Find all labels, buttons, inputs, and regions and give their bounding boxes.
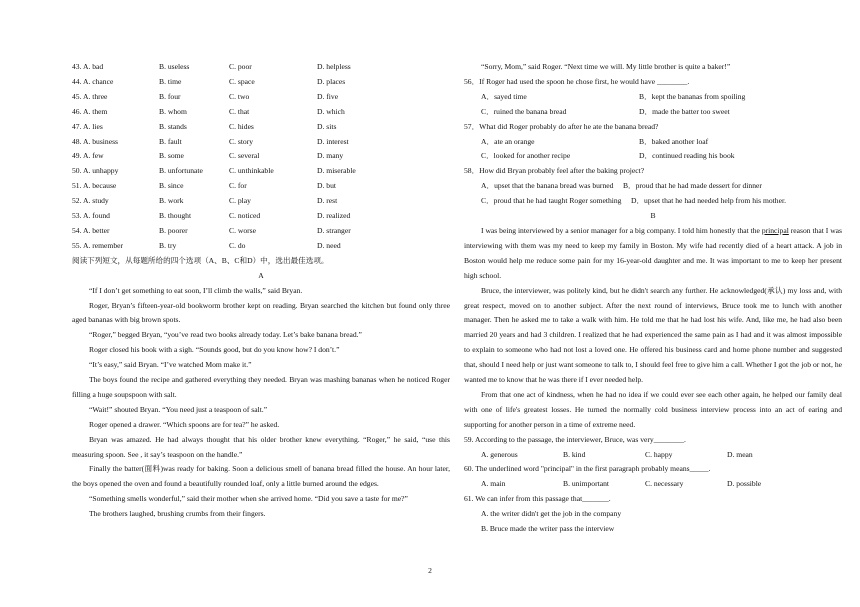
cloze-option-row: [72, 149, 450, 164]
cloze-option: D. many: [317, 151, 344, 161]
cloze-option: B. useless: [159, 62, 190, 71]
cloze-option: 45. A. three: [72, 91, 108, 101]
passage-b-paragraph-2: Bruce, the interviewer, was politely kind, but he didn't search any further. He acknowledged(承认) my loss and, with great respect, moved on to another subject. After the next round of interviews, Bruce took me to lunch with another manager. Then he asked me to take a walk with him. He told me that he had lost his wife. And, like me, he had also been married 20 years and had 3 children. I realized that he had experienced the same pain as I had and it was almost impossible to explain to someone who had not lost a loved one. He offered his business card and home phone number and suggested that, should I need help or just want someone to talk to, I should feel free to give him a call. Whether I got the job or not, he wanted me to know that he was there if I ever needed help.: [464, 285, 842, 385]
passage-a-paragraph: The brothers laughed, brushing crumbs from their fingers.: [89, 509, 266, 519]
q60-option-c: C. necessary: [645, 479, 684, 489]
cloze-option: B. since: [159, 181, 184, 191]
q61-option-b: B. Bruce made the writer pass the interview: [481, 524, 615, 534]
cloze-option: 49. A. few: [72, 151, 104, 161]
cloze-option: C. poor: [229, 62, 252, 71]
passage-b-paragraph-1: [464, 224, 842, 284]
passage-a-paragraph: “If I don’t get something to eat soon, I’ll climb the walls,” said Bryan.: [89, 285, 303, 295]
passage-b-p1-start: I was being interviewed by a senior manager for a big company. I told him honestly that the: [481, 225, 762, 235]
q59-option-c: C. happy: [645, 449, 673, 459]
passage-a-paragraph: “Roger,” begged Bryan, “you’ve read two books already today. Let’s bake banana bread.”: [89, 330, 362, 340]
cloze-option: 51. A. because: [72, 181, 117, 191]
cloze-option: 52. A. study: [72, 196, 109, 206]
cloze-option-row: [72, 135, 450, 150]
question-59: 59. According to the passage, the interviewer, Bruce, was very________.: [464, 434, 686, 444]
right-column: [464, 60, 842, 537]
passage-a-paragraph: Roger opened a drawer. “Which spoons are for tea?” he asked.: [89, 419, 280, 429]
q56-option-a: A．sayed time: [481, 91, 527, 101]
q56-option-c: C．ruined the banana bread: [481, 106, 567, 116]
cloze-option: C. unthinkable: [229, 166, 274, 176]
passage-a-paragraph: Roger, Bryan’s fifteen-year-old bookworm brother kept on reading. Bryan searched the kitchen but found only three aged bananas with big brown spots.: [72, 300, 450, 325]
page-number: 2: [428, 566, 432, 575]
q58-option-b: B．proud that he had made dessert for dinner: [622, 181, 762, 191]
passage-a: [72, 284, 450, 523]
q58-options-row1: [464, 179, 842, 194]
question-56: 56．If Roger had used the spoon he chose first, he would have ________.: [464, 76, 690, 86]
cloze-option-row: [72, 164, 450, 179]
passage-a-paragraph: Finally the batter(面料)was ready for baking. Soon a delicious smell of banana bread filled the house. An hour later, the boys opened the oven and found a beautifully rounded loaf, only a little burned around the edges.: [72, 464, 450, 489]
cloze-option: D. rest: [317, 196, 338, 206]
cloze-option: B. try: [159, 240, 177, 250]
cloze-option: 46. A. them: [72, 106, 108, 116]
cloze-option: B. poorer: [159, 225, 188, 235]
cloze-option: D. stranger: [317, 225, 351, 235]
cloze-option: B. work: [159, 196, 184, 206]
cloze-option: D. interest: [317, 136, 349, 146]
cloze-option-row: [72, 179, 450, 194]
cloze-option: D. sits: [317, 121, 337, 131]
cloze-option-row: [72, 90, 450, 105]
question-61: 61. We can infer from this passage that_______.: [464, 494, 611, 504]
reading-instructions: 阅读下列短文，从每题所给的四个选项（A、B、C和D）中，选出最佳选项。: [72, 255, 329, 265]
q56-option-b: B．kept the bananas from spoiling: [639, 91, 746, 101]
cloze-option: D. but: [317, 181, 336, 191]
passage-b-paragraph-3: From that one act of kindness, when he had no idea if we could ever see each other again, he helped our family deal with one of life's greatest losses. He turned the normally cold business interview process into an act of earing and supporting for another person in a time of extreme need.: [464, 389, 842, 429]
q56-options-row1: [464, 90, 842, 105]
cloze-option: C. worse: [229, 225, 256, 235]
q56-option-d: D．made the batter too sweet: [639, 106, 730, 116]
left-column: [72, 60, 450, 522]
cloze-option-row: [72, 75, 450, 90]
passage-b-label: B: [650, 211, 656, 221]
cloze-option: C. space: [229, 76, 255, 86]
q58-option-a: A．upset that the banana bread was burned: [481, 181, 614, 191]
q60-option-b: B. unimportant: [563, 479, 609, 489]
cloze-option: 43. A. bad: [72, 62, 104, 71]
cloze-option: 54. A. better: [72, 225, 110, 235]
cloze-option-row: [72, 105, 450, 120]
q59-option-a: A. generous: [481, 449, 518, 459]
cloze-option: C. noticed: [229, 211, 261, 221]
cloze-option-row: [72, 60, 450, 75]
cloze-option: C. several: [229, 151, 260, 161]
cloze-option: C. hides: [229, 121, 254, 131]
q57-option-a: A．ate an orange: [481, 136, 535, 146]
q59-option-b: B. kind: [563, 449, 586, 459]
passage-a-paragraph: “Wait!” shouted Bryan. “You need just a teaspoon of salt.”: [89, 404, 268, 414]
passage-b-p1-end: reason that I was interviewing with them was my need to keep my family in Boston. My wife had recently died of a heart attack. A job in Boston would help me reduce some pain for my 16-year-old daughter and me. It was important to me to keep her present high school.: [464, 225, 843, 280]
cloze-option: D. realized: [317, 211, 351, 221]
q58-option-d: D．upset that he had needed help from his mother.: [630, 196, 786, 206]
passage-a-paragraph: “Something smells wonderful,” said their mother when she arrived home. “Did you save a taste for me?”: [89, 494, 408, 504]
q60-option-d: D. possible: [727, 479, 762, 489]
cloze-option: B. unfortunate: [159, 166, 203, 176]
cloze-option: 47. A. lies: [72, 121, 103, 131]
q56-options-row2: [464, 105, 842, 120]
cloze-options-list: [72, 60, 450, 254]
cloze-option: D. miserable: [317, 166, 356, 176]
question-58: 58．How did Bryan probably feel after the baking project?: [464, 166, 645, 176]
q57-option-c: C．looked for another recipe: [481, 151, 571, 161]
passage-a-label: A: [258, 270, 264, 280]
cloze-option: C. do: [229, 240, 246, 250]
cloze-option-row: [72, 239, 450, 254]
q60-options: [464, 477, 842, 492]
underlined-word-principal: principal: [761, 225, 789, 235]
cloze-option: B. whom: [159, 106, 187, 116]
cloze-option: C. for: [229, 181, 247, 191]
question-57: 57．What did Roger probably do after he ate the banana bread?: [464, 121, 659, 131]
cloze-option: D. helpless: [317, 62, 351, 71]
q60-option-a: A. main: [481, 479, 506, 489]
cloze-option: B. time: [159, 76, 182, 86]
question-60: 60. The underlined word "principal" in the first paragraph probably means_____.: [464, 464, 711, 474]
cloze-option: B. some: [159, 151, 184, 161]
cloze-option: 48. A. business: [72, 136, 118, 146]
q57-options-row2: [464, 149, 842, 164]
cloze-option: C. story: [229, 136, 254, 146]
cloze-option: C. play: [229, 196, 251, 206]
cloze-option: 50. A. unhappy: [72, 166, 119, 176]
cloze-option-row: [72, 224, 450, 239]
cloze-option-row: [72, 194, 450, 209]
q59-options: [464, 448, 842, 463]
cloze-option: 55. A. remember: [72, 240, 124, 250]
cloze-option: B. stands: [159, 121, 187, 131]
cloze-option: 53. A. found: [72, 211, 110, 221]
q59-option-d: D. mean: [727, 449, 753, 459]
passage-a-paragraph: Bryan was amazed. He had always thought that his older brother knew everything. “Roger,” he said, “use this measuring spoon. See , it say’s teaspoon on the handle.”: [72, 434, 450, 459]
cloze-option: D. five: [317, 91, 339, 101]
cloze-option: C. that: [229, 106, 250, 116]
cloze-option-row: [72, 209, 450, 224]
cloze-option: C. two: [229, 91, 250, 101]
cloze-option: B. fault: [159, 136, 182, 146]
cloze-option: D. places: [317, 76, 346, 86]
q57-option-b: B．baked another loaf: [639, 136, 709, 146]
cloze-option: D. which: [317, 106, 345, 116]
q57-option-d: D．continued reading his book: [639, 151, 735, 161]
cloze-option: B. thought: [159, 211, 192, 221]
cloze-option: D. need: [317, 240, 341, 250]
passage-a-ending: “Sorry, Mom,” said Roger. “Next time we will. My little brother is quite a baker!”: [481, 62, 731, 71]
passage-a-paragraph: “It’s easy,” said Bryan. “I’ve watched Mom make it.”: [89, 360, 252, 370]
passage-a-paragraph: The boys found the recipe and gathered everything they needed. Bryan was mashing bananas when he noticed Roger filling a huge soupspoon with salt.: [72, 375, 450, 399]
passage-a-paragraph: Roger closed his book with a sigh. “Sounds good, but do you know how? I don’t.”: [89, 345, 340, 355]
cloze-option-row: [72, 120, 450, 135]
q58-option-c: C．proud that he had taught Roger something: [481, 196, 622, 206]
cloze-option: B. four: [159, 91, 181, 101]
q58-options-row2: [464, 194, 842, 209]
cloze-option: 44. A. chance: [72, 76, 114, 86]
q61-option-a: A. the writer didn't get the job in the company: [481, 509, 622, 519]
q57-options-row1: [464, 135, 842, 150]
